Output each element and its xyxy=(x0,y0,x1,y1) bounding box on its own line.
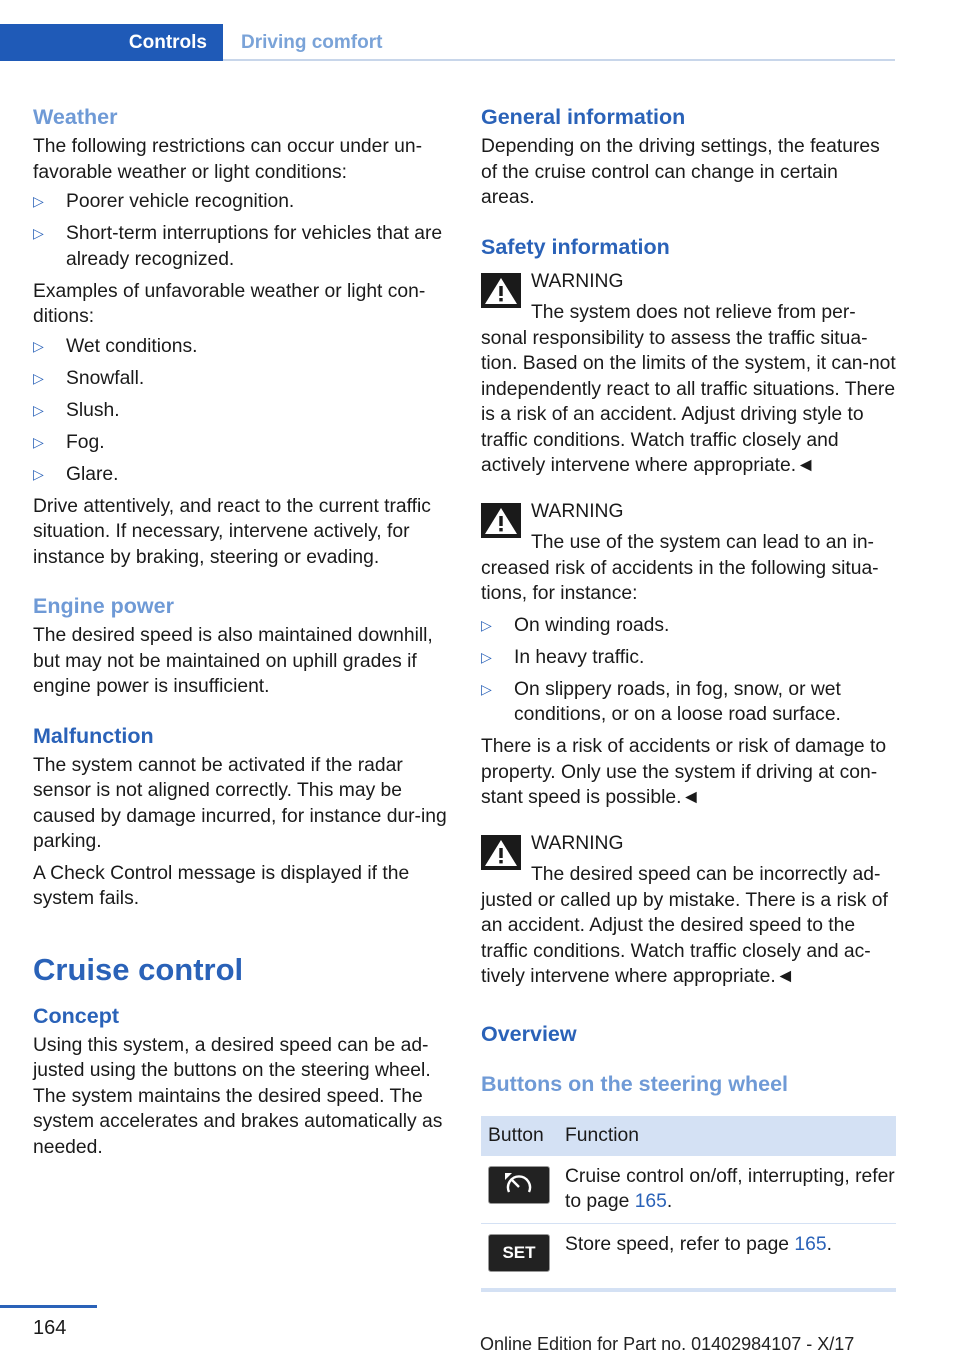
list-item xyxy=(33,221,448,272)
bullet-triangle-icon: ▷ xyxy=(33,401,44,418)
edition-footer: Online Edition for Part no. 01402984107 - X/17 xyxy=(480,1334,855,1354)
overview-heading: Overview xyxy=(481,1021,577,1046)
warning-label: WARNING xyxy=(531,832,624,854)
warning-block-3 xyxy=(481,831,896,990)
page-number-rule xyxy=(0,1305,97,1308)
engine-heading: Engine power xyxy=(33,594,174,618)
function-text-end: . xyxy=(666,1191,673,1212)
list-item xyxy=(481,613,896,639)
list-item xyxy=(33,366,448,392)
header-tab-controls[interactable] xyxy=(0,24,223,61)
bullet-triangle-icon: ▷ xyxy=(33,369,44,386)
list-item-text: Glare. xyxy=(66,463,119,485)
warning-triangle-icon xyxy=(481,835,521,870)
table-cell-function xyxy=(558,1156,896,1224)
table-row xyxy=(481,1223,896,1290)
list-item-text: Wet conditions. xyxy=(66,335,198,357)
warning-label: WARNING xyxy=(531,270,624,292)
examples-intro: Examples of unfavorable weather or light con-ditions: xyxy=(33,280,426,327)
column-header-function: Function xyxy=(558,1116,896,1156)
warning-text: The use of the system can lead to an in-creased risk of accidents in the following situa-tions, for instance: xyxy=(481,532,879,604)
safety-heading: Safety information xyxy=(481,234,670,259)
table-cell-function xyxy=(558,1223,896,1290)
warning-block-1 xyxy=(481,269,896,479)
list-item-text: On winding roads. xyxy=(514,614,670,636)
header-tab-driving-comfort[interactable]: Driving comfort xyxy=(241,32,383,53)
malfunction-text: The system cannot be activated if the radar sensor is not aligned correctly. This may be caused by damage incurred, for instance dur-ing parking. xyxy=(33,754,447,852)
bullet-triangle-icon: ▷ xyxy=(481,680,492,697)
function-text: Store speed, refer to page xyxy=(565,1233,795,1255)
warning-label: WARNING xyxy=(531,500,624,522)
malfunction-heading: Malfunction xyxy=(33,723,154,748)
cruise-control-button-icon xyxy=(488,1166,550,1204)
warning-situations-list xyxy=(481,613,896,728)
cruise-control-heading: Cruise control xyxy=(33,951,244,987)
function-text-end: . xyxy=(826,1233,832,1255)
header-tab-controls-label: Controls xyxy=(128,32,207,53)
engine-text: The desired speed is also maintained downhill, but may not be maintained on uphill grades if engine power is insufficient. xyxy=(33,625,433,697)
warning-triangle-icon xyxy=(481,273,521,308)
table-cell-icon xyxy=(481,1156,558,1224)
list-item-text: On slippery roads, in fog, snow, or wet conditions, or on a loose road surface. xyxy=(514,678,841,725)
page-link[interactable]: 165 xyxy=(794,1233,827,1255)
bullet-triangle-icon: ▷ xyxy=(33,225,44,241)
list-item xyxy=(33,430,448,456)
buttons-heading: Buttons on the steering wheel xyxy=(481,1071,788,1096)
page-link[interactable]: 165 xyxy=(634,1191,667,1212)
buttons-table xyxy=(481,1116,896,1292)
table-cell-icon xyxy=(481,1223,558,1290)
speedometer-icon xyxy=(499,1170,539,1200)
concept-text: Using this system, a desired speed can be ad-justed using the buttons on the steering wheel. The system maintains the desired speed. The system accelerates and brakes automatically as needed. xyxy=(33,1034,443,1158)
right-column xyxy=(481,103,896,1292)
warning-text: The system does not relieve from per-sonal responsibility to assess the traffic situa-tion. Based on the limits of the system, it can-not independently react to all traffic situations. There is a risk of an accident. Adjust driving style to traffic conditions. Watch traffic closely and actively intervene where appropriate.◄ xyxy=(481,302,896,476)
list-item-text: Short-term interruptions for vehicles that are already recognized. xyxy=(66,223,443,270)
general-info-text: Depending on the driving settings, the features of the cruise control can change in certain areas. xyxy=(481,136,880,208)
list-item-text: In heavy traffic. xyxy=(514,646,645,668)
column-header-button: Button xyxy=(481,1116,558,1156)
warning-text: The desired speed can be incorrectly ad-justed or called up by mistake. There is a risk of an accident. Adjust the desired speed to the traffic conditions. Watch traffic closely and ac-tively intervene where appropriate.◄ xyxy=(481,864,888,987)
concept-heading: Concept xyxy=(33,1003,119,1028)
weather-intro: The following restrictions can occur under un-favorable weather or light conditions: xyxy=(33,136,423,183)
examples-list xyxy=(33,334,448,488)
list-item xyxy=(33,189,448,215)
weather-heading: Weather xyxy=(33,105,118,129)
list-item-text: Fog. xyxy=(66,431,105,453)
bullet-triangle-icon: ▷ xyxy=(33,337,44,354)
header-divider xyxy=(223,59,895,61)
page-header xyxy=(0,24,895,61)
list-item-text: Snowfall. xyxy=(66,367,145,389)
table-row xyxy=(481,1156,896,1224)
warning-2-after-text: There is a risk of accidents or risk of damage to property. Only use the system if driving at con-stant speed is possible.◄ xyxy=(481,736,887,808)
list-item xyxy=(481,645,896,671)
general-info-heading: General information xyxy=(481,105,686,129)
bullet-triangle-icon: ▷ xyxy=(33,433,44,450)
warning-triangle-icon xyxy=(481,503,521,538)
list-item xyxy=(33,462,448,488)
bullet-triangle-icon: ▷ xyxy=(481,648,492,665)
warning-block-2 xyxy=(481,499,896,607)
list-item xyxy=(33,334,448,360)
left-column xyxy=(33,103,448,1160)
malfunction-text-2: A Check Control message is displayed if the system fails. xyxy=(33,862,410,909)
table-header-row xyxy=(481,1116,896,1156)
bullet-triangle-icon: ▷ xyxy=(33,465,44,482)
list-item-text: Poorer vehicle recognition. xyxy=(66,191,295,212)
list-item-text: Slush. xyxy=(66,399,120,421)
list-item xyxy=(33,398,448,424)
set-button-icon: SET xyxy=(488,1234,550,1272)
list-item xyxy=(481,677,896,728)
bullet-triangle-icon: ▷ xyxy=(481,616,492,633)
drive-text: Drive attentively, and react to the current traffic situation. If necessary, intervene actively, for instance by braking, steering or evading. xyxy=(33,495,431,568)
page-number: 164 xyxy=(33,1317,67,1339)
weather-list xyxy=(33,189,448,272)
function-text: Cruise control on/off, interrupting, refer to page xyxy=(565,1165,895,1212)
bullet-triangle-icon: ▷ xyxy=(33,193,44,209)
